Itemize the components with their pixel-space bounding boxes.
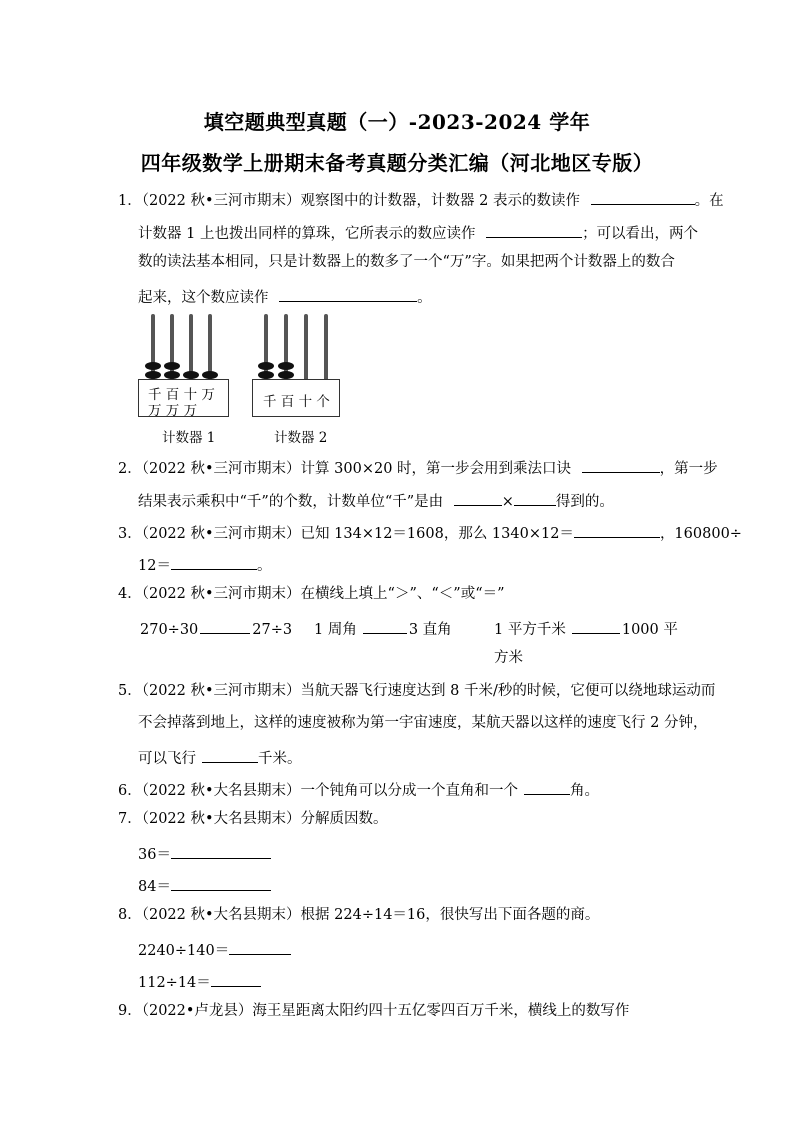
title-line-2: 四年级数学上册期末备考真题分类汇编（河北地区专版） (140, 151, 654, 175)
abacus-2 (250, 312, 350, 444)
q2-blank-2[interactable] (454, 491, 502, 506)
q5-line-2: 不会掉落到地上，这样的速度被称为第一宇宙速度，某航天器以这样的速度飞行 2 分钟， (138, 715, 708, 731)
q3-line-1: 3．（2022 秋•三河市期末）已知 134×12＝1608，那么 1340×12＝ ，160800÷ (118, 523, 742, 542)
q3-blank-2[interactable] (171, 555, 257, 570)
abacus-1-caption: 计数器 1 (162, 430, 216, 446)
q8-blank-1[interactable] (229, 940, 291, 955)
bead (278, 371, 294, 379)
abacus-2-place-labels: 千 百 十 个 (263, 394, 330, 410)
q4-blank-1[interactable] (200, 619, 250, 634)
bead (183, 371, 199, 379)
bead (258, 362, 274, 370)
q1-blank-1[interactable] (591, 190, 695, 205)
q1-text: 1．（2022 秋•三河市期末）观察图中的计数器，计数器 2 表示的数读作 (118, 193, 580, 209)
bead (164, 371, 180, 379)
q8-item-b: 112÷14＝ (138, 972, 261, 991)
bead (145, 362, 161, 370)
q4-blank-3[interactable] (572, 619, 620, 634)
q1-line-1: 1．（2022 秋•三河市期末）观察图中的计数器，计数器 2 表示的数读作 。在 (118, 190, 724, 209)
bead (145, 371, 161, 379)
abacus-1-base (138, 379, 229, 417)
q8-item-a: 2240÷140＝ (138, 940, 291, 959)
q8-line-1: 8．（2022 秋•大名县期末）根据 224÷14＝16，很快写出下面各题的商。 (118, 907, 600, 923)
q3-blank-1[interactable] (574, 523, 660, 538)
abacus-2-base (252, 379, 340, 417)
q5-blank-1[interactable] (202, 748, 258, 763)
q7-blank-1[interactable] (171, 844, 271, 859)
q9-line-1: 9．（2022•卢龙县）海王星距离太阳约四十五亿零四百万千米，横线上的数写作 (118, 1003, 630, 1019)
q4-compare-2: 1 周角 3 直角 (314, 619, 452, 638)
q7-line-1: 7．（2022 秋•大名县期末）分解质因数。 (118, 811, 388, 827)
q1-line-2: 计数器 1 上也拨出同样的算珠，它所表示的数应读作 ；可以看出，两个 (138, 223, 698, 242)
q6-line-1: 6．（2022 秋•大名县期末）一个钝角可以分成一个直角和一个 角。 (118, 780, 599, 799)
q1-blank-3[interactable] (279, 287, 417, 302)
bead (202, 371, 218, 379)
bead (258, 371, 274, 379)
q1-line-4: 起来，这个数应读作 。 (138, 287, 432, 306)
title-line-1: 填空题典型真题（一）-2023-2024 学年 (203, 110, 591, 134)
q2-blank-3[interactable] (514, 491, 556, 506)
abacus-2-caption: 计数器 2 (274, 430, 328, 446)
q8-blank-2[interactable] (211, 972, 261, 987)
q4-compare-1: 270÷30 27÷3 (140, 619, 292, 638)
q4-blank-2[interactable] (363, 619, 407, 634)
q1-blank-2[interactable] (486, 223, 582, 238)
q4-line-1: 4．（2022 秋•三河市期末）在横线上填上“＞”、“＜”或“＝” (118, 586, 505, 602)
q7-item-a: 36＝ (138, 844, 271, 863)
q4-compare-3: 1 平方千米 1000 平 (494, 619, 678, 638)
q1-line-3: 数的读法基本相同，只是计数器上的数多了一个“万”字。如果把两个计数器上的数合 (138, 254, 675, 270)
q7-item-b: 84＝ (138, 876, 271, 895)
abacus-1-place-labels: 千 百 十 万 (148, 387, 215, 403)
abacus-1-place-labels-2: 万 万 万 (148, 403, 198, 419)
q2-blank-1[interactable] (582, 458, 660, 473)
q4-compare-3-cont: 方米 (494, 650, 523, 666)
bead (164, 362, 180, 370)
q3-line-2: 12＝ 。 (138, 555, 271, 574)
q5-line-1: 5．（2022 秋•三河市期末）当航天器飞行速度达到 8 千米/秒的时候，它便可以绕地球运动而 (118, 683, 716, 699)
q5-line-3: 可以飞行 千米。 (138, 748, 302, 767)
q2-line-2: 结果表示乘积中“千”的个数，计数单位“千”是由 × 得到的。 (138, 491, 614, 510)
bead (278, 362, 294, 370)
q2-line-1: 2．（2022 秋•三河市期末）计算 300×20 时，第一步会用到乘法口诀 ，第一步 (118, 458, 718, 477)
q6-blank-1[interactable] (524, 780, 570, 795)
abacus-1 (138, 312, 233, 444)
q7-blank-2[interactable] (171, 876, 271, 891)
